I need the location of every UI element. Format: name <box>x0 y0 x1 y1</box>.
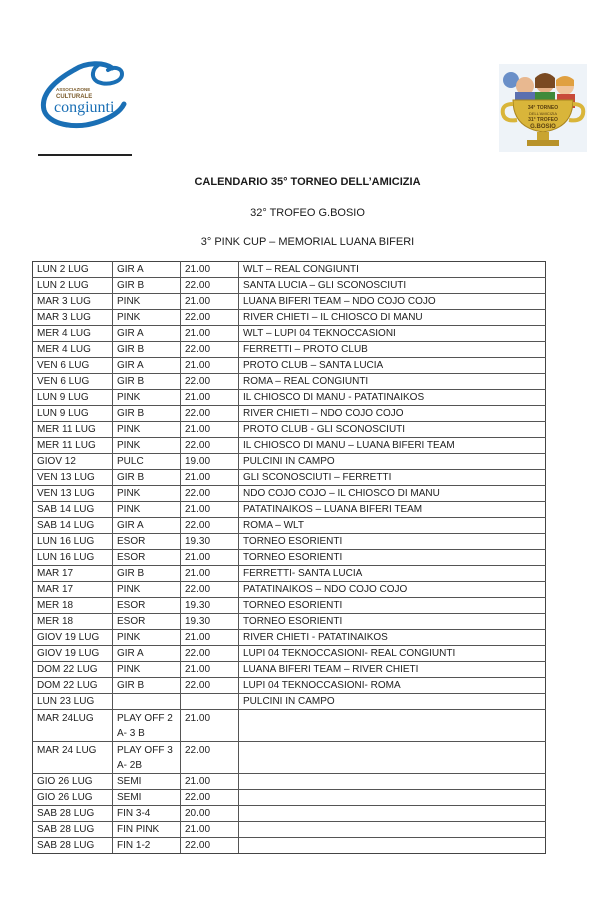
schedule-row <box>33 614 546 630</box>
cell-day: MAR 17 <box>33 582 113 598</box>
schedule-row <box>33 294 546 310</box>
cell-match: TORNEO ESORIENTI <box>239 550 546 566</box>
svg-text:congiunti: congiunti <box>54 99 115 116</box>
cell-time: 22.00 <box>181 342 239 358</box>
cell-match: WLT – REAL CONGIUNTI <box>239 262 546 278</box>
cell-day: VEN 6 LUG <box>33 374 113 390</box>
schedule-row <box>33 806 546 822</box>
document-subtitle-pink-cup: 3° PINK CUP – MEMORIAL LUANA BIFERI <box>200 236 415 248</box>
cell-time: 19.00 <box>181 454 239 470</box>
cell-match: ROMA – REAL CONGIUNTI <box>239 374 546 390</box>
cell-day: MAR 17 <box>33 566 113 582</box>
cell-match: TORNEO ESORIENTI <box>239 598 546 614</box>
cell-group: PLAY OFF 2 A- 3 B <box>113 710 181 742</box>
cell-day: MER 4 LUG <box>33 326 113 342</box>
cell-day: MAR 3 LUG <box>33 294 113 310</box>
cell-match: PULCINI IN CAMPO <box>239 454 546 470</box>
cell-time: 21.00 <box>181 630 239 646</box>
schedule-row <box>33 390 546 406</box>
schedule-row <box>33 582 546 598</box>
cell-match: PATATINAIKOS – LUANA BIFERI TEAM <box>239 502 546 518</box>
cell-match: LUANA BIFERI TEAM – NDO COJO COJO <box>239 294 546 310</box>
cell-time: 21.00 <box>181 502 239 518</box>
schedule-row <box>33 438 546 454</box>
cell-day: MAR 24 LUG <box>33 742 113 774</box>
cell-match: RIVER CHIETI - PATATINAIKOS <box>239 630 546 646</box>
document-title: CALENDARIO 35° TORNEO DELL’AMICIZIA <box>194 176 421 188</box>
cell-day: LUN 2 LUG <box>33 262 113 278</box>
cell-group: GIR B <box>113 678 181 694</box>
cell-group: GIR B <box>113 278 181 294</box>
cell-match: GLI SCONOSCIUTI – FERRETTI <box>239 470 546 486</box>
svg-text:DELL'AMICIZIA: DELL'AMICIZIA <box>528 111 558 116</box>
schedule-row <box>33 694 546 710</box>
cell-match: PATATINAIKOS – NDO COJO COJO <box>239 582 546 598</box>
cell-group: GIR A <box>113 326 181 342</box>
cell-match: FERRETTI- SANTA LUCIA <box>239 566 546 582</box>
schedule-row <box>33 598 546 614</box>
cell-group: GIR A <box>113 262 181 278</box>
cell-match <box>239 774 546 790</box>
cell-day: VEN 13 LUG <box>33 470 113 486</box>
cell-time: 21.00 <box>181 550 239 566</box>
cell-group: PLAY OFF 3 A- 2B <box>113 742 181 774</box>
schedule-row <box>33 662 546 678</box>
cell-day: LUN 9 LUG <box>33 390 113 406</box>
cell-time: 22.00 <box>181 486 239 502</box>
document-subtitle-trofeo: 32° TROFEO G.BOSIO <box>250 207 365 219</box>
cell-group: PINK <box>113 310 181 326</box>
cell-day: MER 4 LUG <box>33 342 113 358</box>
cell-day: MAR 3 LUG <box>33 310 113 326</box>
cell-match <box>239 710 546 742</box>
svg-text:ASSOCIAZIONE: ASSOCIAZIONE <box>56 87 91 92</box>
cell-match: WLT – LUPI 04 TEKNOCCASIONI <box>239 326 546 342</box>
cell-group: GIR B <box>113 374 181 390</box>
cell-time: 22.00 <box>181 278 239 294</box>
cell-day: DOM 22 LUG <box>33 662 113 678</box>
schedule-row <box>33 486 546 502</box>
cell-group: ESOR <box>113 550 181 566</box>
schedule-row <box>33 358 546 374</box>
cell-day: DOM 22 LUG <box>33 678 113 694</box>
cell-group: PINK <box>113 390 181 406</box>
cell-time: 21.00 <box>181 326 239 342</box>
schedule-row <box>33 310 546 326</box>
cell-match: NDO COJO COJO – IL CHIOSCO DI MANU <box>239 486 546 502</box>
cell-group: PINK <box>113 582 181 598</box>
schedule-row <box>33 518 546 534</box>
schedule-row <box>33 278 546 294</box>
schedule-row <box>33 454 546 470</box>
schedule-row <box>33 374 546 390</box>
cell-day: GIOV 19 LUG <box>33 646 113 662</box>
cell-match: TORNEO ESORIENTI <box>239 534 546 550</box>
cell-time: 21.00 <box>181 822 239 838</box>
cell-match: ROMA – WLT <box>239 518 546 534</box>
congiunti-logo-swirl-icon <box>34 60 134 130</box>
schedule-row <box>33 406 546 422</box>
cell-day: SAB 28 LUG <box>33 822 113 838</box>
cell-group: GIR A <box>113 358 181 374</box>
cell-time: 21.00 <box>181 422 239 438</box>
cell-group <box>113 694 181 710</box>
cell-time: 21.00 <box>181 390 239 406</box>
schedule-row <box>33 422 546 438</box>
cell-group: SEMI <box>113 774 181 790</box>
cell-group: FIN 1-2 <box>113 838 181 854</box>
cell-match: RIVER CHIETI – IL CHIOSCO DI MANU <box>239 310 546 326</box>
cell-group: PINK <box>113 502 181 518</box>
cell-match: RIVER CHIETI – NDO COJO COJO <box>239 406 546 422</box>
cell-group: GIR B <box>113 342 181 358</box>
cell-group: ESOR <box>113 614 181 630</box>
cell-day: MAR 24LUG <box>33 710 113 742</box>
cell-day: MER 11 LUG <box>33 438 113 454</box>
cell-time: 22.00 <box>181 374 239 390</box>
cell-time: 21.00 <box>181 662 239 678</box>
svg-text:31° TROFEO: 31° TROFEO <box>528 117 558 123</box>
cell-match: SANTA LUCIA – GLI SCONOSCIUTI <box>239 278 546 294</box>
cell-group: PINK <box>113 294 181 310</box>
schedule-row <box>33 470 546 486</box>
cell-match: TORNEO ESORIENTI <box>239 614 546 630</box>
cell-group: PINK <box>113 438 181 454</box>
logo-underline <box>38 154 132 156</box>
schedule-table <box>32 261 546 854</box>
cell-day: MER 18 <box>33 614 113 630</box>
cell-match: LUPI 04 TEKNOCCASIONI- ROMA <box>239 678 546 694</box>
cell-day: MER 18 <box>33 598 113 614</box>
schedule-row <box>33 326 546 342</box>
cell-group: PINK <box>113 486 181 502</box>
cell-match <box>239 806 546 822</box>
cell-day: LUN 16 LUG <box>33 550 113 566</box>
cell-group: PULC <box>113 454 181 470</box>
cell-group: ESOR <box>113 598 181 614</box>
cell-match: IL CHIOSCO DI MANU - PATATINAIKOS <box>239 390 546 406</box>
cell-group: PINK <box>113 422 181 438</box>
cell-match: PROTO CLUB – SANTA LUCIA <box>239 358 546 374</box>
cell-time: 21.00 <box>181 566 239 582</box>
trophy-icon <box>499 64 587 152</box>
cell-day: SAB 14 LUG <box>33 502 113 518</box>
schedule-row <box>33 742 546 774</box>
cell-match: LUPI 04 TEKNOCCASIONI- REAL CONGIUNTI <box>239 646 546 662</box>
cell-match <box>239 822 546 838</box>
cell-match <box>239 838 546 854</box>
trophy-logo <box>499 64 587 152</box>
schedule-row <box>33 566 546 582</box>
cell-group: PINK <box>113 662 181 678</box>
cell-time: 21.00 <box>181 774 239 790</box>
cell-time: 21.00 <box>181 262 239 278</box>
cell-time: 22.00 <box>181 406 239 422</box>
cell-group: FIN PINK <box>113 822 181 838</box>
cell-day: SAB 28 LUG <box>33 806 113 822</box>
schedule-row <box>33 550 546 566</box>
schedule-row <box>33 534 546 550</box>
cell-group: SEMI <box>113 790 181 806</box>
cell-day: GIO 26 LUG <box>33 790 113 806</box>
cell-day: LUN 23 LUG <box>33 694 113 710</box>
schedule-row <box>33 342 546 358</box>
cell-day: GIOV 19 LUG <box>33 630 113 646</box>
cell-time: 22.00 <box>181 790 239 806</box>
schedule-row <box>33 838 546 854</box>
cell-time: 19.30 <box>181 614 239 630</box>
schedule-row <box>33 822 546 838</box>
cell-day: LUN 2 LUG <box>33 278 113 294</box>
cell-day: GIO 26 LUG <box>33 774 113 790</box>
cell-match <box>239 790 546 806</box>
cell-time: 22.00 <box>181 310 239 326</box>
cell-group: GIR B <box>113 406 181 422</box>
schedule-row <box>33 710 546 742</box>
cell-group: GIR B <box>113 566 181 582</box>
cell-time: 21.00 <box>181 470 239 486</box>
cell-day: LUN 9 LUG <box>33 406 113 422</box>
cell-day: GIOV 12 <box>33 454 113 470</box>
schedule-row <box>33 502 546 518</box>
cell-match: PROTO CLUB - GLI SCONOSCIUTI <box>239 422 546 438</box>
schedule-row <box>33 774 546 790</box>
cell-day: SAB 14 LUG <box>33 518 113 534</box>
schedule-row <box>33 790 546 806</box>
cell-group: PINK <box>113 630 181 646</box>
cell-group: GIR B <box>113 470 181 486</box>
congiunti-logo <box>34 60 134 130</box>
cell-group: ESOR <box>113 534 181 550</box>
cell-group: FIN 3-4 <box>113 806 181 822</box>
svg-text:G.BOSIO: G.BOSIO <box>530 124 556 130</box>
cell-time: 22.00 <box>181 646 239 662</box>
cell-time: 22.00 <box>181 582 239 598</box>
cell-day: VEN 13 LUG <box>33 486 113 502</box>
cell-time <box>181 694 239 710</box>
schedule-row <box>33 646 546 662</box>
cell-day: VEN 6 LUG <box>33 358 113 374</box>
cell-group: GIR A <box>113 646 181 662</box>
cell-time: 22.00 <box>181 742 239 774</box>
cell-group: GIR A <box>113 518 181 534</box>
cell-day: MER 11 LUG <box>33 422 113 438</box>
cell-time: 20.00 <box>181 806 239 822</box>
schedule-row <box>33 630 546 646</box>
cell-time: 22.00 <box>181 438 239 454</box>
cell-match: LUANA BIFERI TEAM – RIVER CHIETI <box>239 662 546 678</box>
cell-time: 19.30 <box>181 534 239 550</box>
svg-text:CULTURALE: CULTURALE <box>56 94 93 100</box>
cell-time: 22.00 <box>181 838 239 854</box>
cell-match: IL CHIOSCO DI MANU – LUANA BIFERI TEAM <box>239 438 546 454</box>
cell-time: 21.00 <box>181 358 239 374</box>
cell-time: 22.00 <box>181 678 239 694</box>
cell-match: FERRETTI – PROTO CLUB <box>239 342 546 358</box>
cell-day: LUN 16 LUG <box>33 534 113 550</box>
cell-match <box>239 742 546 774</box>
cell-day: SAB 28 LUG <box>33 838 113 854</box>
schedule-table-body <box>33 262 546 854</box>
cell-match: PULCINI IN CAMPO <box>239 694 546 710</box>
cell-time: 22.00 <box>181 518 239 534</box>
schedule-row <box>33 678 546 694</box>
schedule-row <box>33 262 546 278</box>
cell-time: 21.00 <box>181 294 239 310</box>
svg-text:34° TORNEO: 34° TORNEO <box>527 105 559 111</box>
cell-time: 19.30 <box>181 598 239 614</box>
cell-time: 21.00 <box>181 710 239 742</box>
